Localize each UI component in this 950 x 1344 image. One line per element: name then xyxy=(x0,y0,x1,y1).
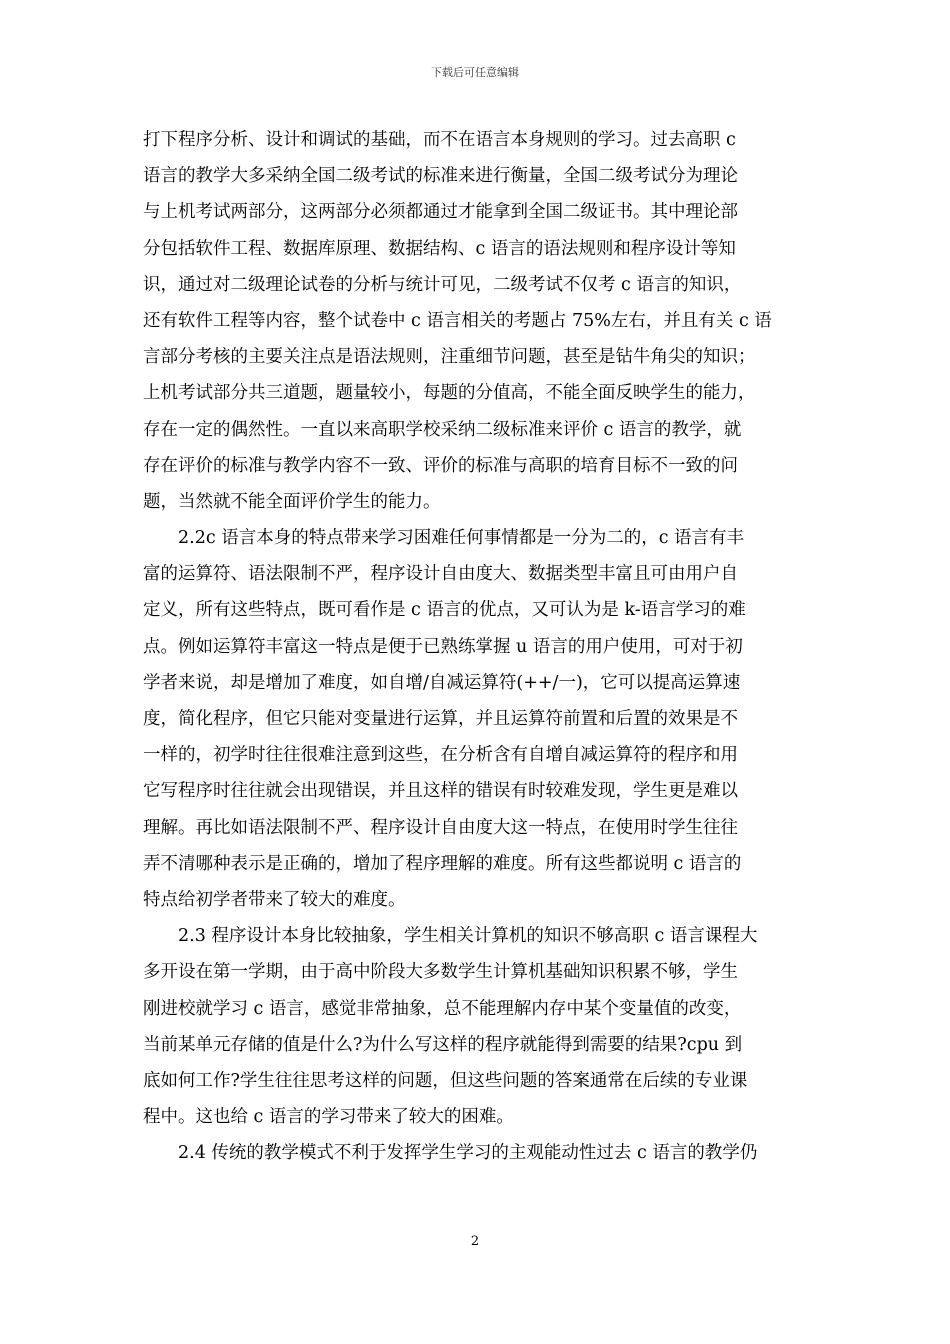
text-line: 弄不清哪种表示是正确的，增加了程序理解的难度。所有这些都说明 c 语言的 xyxy=(143,853,742,874)
page-number: 2 xyxy=(470,1234,480,1249)
page-header: 下载后可任意编辑 xyxy=(431,66,519,79)
text-line: 与上机考试两部分，这两部分必须都通过才能拿到全国二级证书。其中理论部 xyxy=(143,202,738,223)
text-line: 存在评价的标准与教学内容不一致、评价的标准与高职的培育目标不一致的问 xyxy=(143,455,738,476)
text-line: 一样的，初学时往往很难注意到这些，在分析含有自增自减运算符的程序和用 xyxy=(143,745,738,766)
paragraph-start-line: 2.3 程序设计本身比较抽象，学生相关计算机的知识不够高职 c 语言课程大 xyxy=(143,926,758,947)
body-text xyxy=(143,128,823,1177)
text-line: 理解。再比如语法限制不严、程序设计自由度大这一特点，在使用时学生往往 xyxy=(143,817,738,838)
text-line: 点。例如运算符丰富这一特点是便于已熟练掌握 u 语言的用户使用，可对于初 xyxy=(143,636,743,657)
paragraph-start-line: 2.4 传统的教学模式不利于发挥学生学习的主观能动性过去 c 语言的教学仍 xyxy=(143,1143,758,1164)
text-line: 特点给初学者带来了较大的难度。 xyxy=(143,889,406,910)
text-line: 多开设在第一学期，由于高中阶段大多数学生计算机基础知识积累不够，学生 xyxy=(143,962,738,983)
text-line: 分包括软件工程、数据库原理、数据结构、c 语言的语法规则和程序设计等知 xyxy=(143,238,736,259)
text-line: 言部分考核的主要关注点是语法规则，注重细节问题，甚至是钻牛角尖的知识； xyxy=(143,347,756,368)
text-line: 底如何工作?学生往往思考这样的问题，但这些问题的答案通常在后续的专业课 xyxy=(143,1070,748,1091)
text-line: 定义，所有这些特点，既可看作是 c 语言的优点，又可认为是 k-语言学习的难 xyxy=(143,600,746,621)
text-line: 学者来说，却是增加了难度，如自增/自减运算符(++/一)，它可以提高运算速 xyxy=(143,672,741,693)
text-line: 打下程序分析、设计和调试的基础，而不在语言本身规则的学习。过去高职 c xyxy=(143,130,736,150)
text-line: 上机考试部分共三道题，题量较小，每题的分值高，不能全面反映学生的能力， xyxy=(143,383,756,404)
text-line: 当前某单元存储的值是什么?为什么写这样的程序就能得到需要的结果?cpu 到 xyxy=(143,1034,743,1055)
text-line: 富的运算符、语法限制不严，程序设计自由度大、数据类型丰富且可由用户自 xyxy=(143,564,738,585)
text-line: 刚进校就学习 c 语言，感觉非常抽象，总不能理解内存中某个变量值的改变， xyxy=(143,998,742,1019)
text-line: 语言的教学大多采纳全国二级考试的标准来进行衡量，全国二级考试分为理论 xyxy=(143,166,738,187)
text-line: 题，当然就不能全面评价学生的能力。 xyxy=(143,491,441,512)
text-line: 度，简化程序，但它只能对变量进行运算，并且运算符前置和后置的效果是不 xyxy=(143,709,738,729)
text-line: 程中。这也给 c 语言的学习带来了较大的困难。 xyxy=(143,1107,514,1128)
paragraph-start-line: 2.2c 语言本身的特点带来学习困难任何事情都是一分为二的，c 语言有丰 xyxy=(143,528,745,549)
text-line: 识，通过对二级理论试卷的分析与统计可见，二级考试不仅考 c 语言的知识， xyxy=(143,274,742,295)
text-line: 还有软件工程等内容，整个试卷中 c 语言相关的考题占 75%左右，并且有关 c 语 xyxy=(143,310,772,331)
text-line: 存在一定的偶然性。一直以来高职学校采纳二级标准来评价 c 语言的教学，就 xyxy=(143,419,742,440)
text-line: 它写程序时往往就会出现错误，并且这样的错误有时较难发现，学生更是难以 xyxy=(143,781,738,802)
